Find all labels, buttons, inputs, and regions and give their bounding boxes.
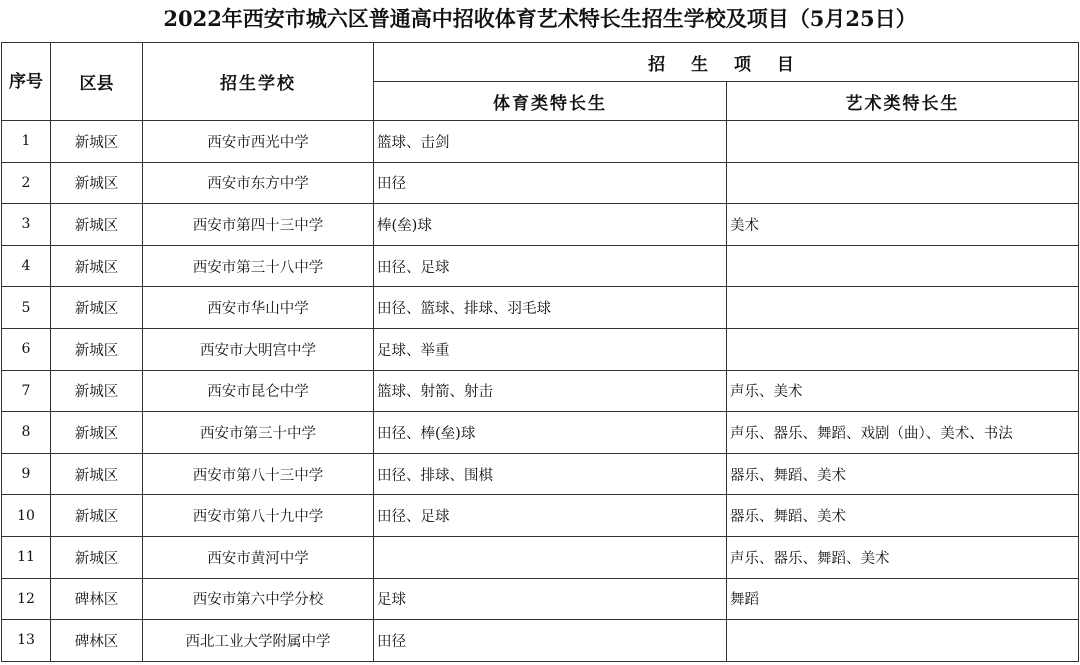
cell-school: 西安市第四十三中学 — [143, 204, 374, 246]
cell-school: 西安市第三十八中学 — [143, 245, 374, 287]
header-arts: 艺术类特长生 — [727, 82, 1079, 121]
cell-seq: 5 — [2, 287, 51, 329]
table-row — [2, 536, 1079, 578]
cell-seq: 8 — [2, 412, 51, 454]
cell-arts: 器乐、舞蹈、美术 — [727, 453, 1079, 495]
cell-school: 西安市东方中学 — [143, 162, 374, 204]
cell-seq: 9 — [2, 453, 51, 495]
cell-arts — [727, 162, 1079, 204]
cell-arts: 美术 — [727, 204, 1079, 246]
table-row — [2, 245, 1079, 287]
cell-school: 西安市西光中学 — [143, 121, 374, 163]
cell-district: 新城区 — [51, 412, 143, 454]
cell-arts — [727, 287, 1079, 329]
cell-district: 新城区 — [51, 495, 143, 537]
cell-seq: 13 — [2, 620, 51, 662]
cell-sports: 田径 — [374, 620, 727, 662]
cell-sports: 田径、篮球、排球、羽毛球 — [374, 287, 727, 329]
schools-table — [1, 42, 1079, 662]
cell-seq: 1 — [2, 121, 51, 163]
cell-seq: 4 — [2, 245, 51, 287]
cell-sports: 田径、足球 — [374, 495, 727, 537]
cell-district: 新城区 — [51, 536, 143, 578]
header-district: 区县 — [51, 43, 143, 121]
cell-arts: 声乐、美术 — [727, 370, 1079, 412]
cell-sports: 田径、足球 — [374, 245, 727, 287]
cell-school: 西安市第八十九中学 — [143, 495, 374, 537]
cell-district: 新城区 — [51, 204, 143, 246]
cell-district: 新城区 — [51, 328, 143, 370]
cell-sports: 篮球、射箭、射击 — [374, 370, 727, 412]
cell-sports: 田径 — [374, 162, 727, 204]
cell-district: 新城区 — [51, 121, 143, 163]
document-title: 2022年西安市城六区普通高中招收体育艺术特长生招生学校及项目（5月25日） — [163, 6, 917, 31]
cell-arts: 器乐、舞蹈、美术 — [727, 495, 1079, 537]
table-row — [2, 121, 1079, 163]
table-row — [2, 495, 1079, 537]
cell-arts: 声乐、器乐、舞蹈、美术 — [727, 536, 1079, 578]
cell-sports: 篮球、击剑 — [374, 121, 727, 163]
table-row — [2, 204, 1079, 246]
cell-district: 新城区 — [51, 453, 143, 495]
header-seq: 序号 — [2, 43, 51, 121]
cell-seq: 6 — [2, 328, 51, 370]
cell-district: 碑林区 — [51, 620, 143, 662]
cell-seq: 11 — [2, 536, 51, 578]
cell-sports: 足球 — [374, 578, 727, 620]
table-row — [2, 620, 1079, 662]
cell-school: 西北工业大学附属中学 — [143, 620, 374, 662]
cell-school: 西安市第六中学分校 — [143, 578, 374, 620]
table-body — [2, 121, 1079, 662]
cell-school: 西安市昆仑中学 — [143, 370, 374, 412]
cell-district: 新城区 — [51, 245, 143, 287]
cell-arts: 舞蹈 — [727, 578, 1079, 620]
cell-seq: 12 — [2, 578, 51, 620]
cell-sports: 田径、棒(垒)球 — [374, 412, 727, 454]
cell-school: 西安市第三十中学 — [143, 412, 374, 454]
table-row — [2, 287, 1079, 329]
cell-school: 西安市华山中学 — [143, 287, 374, 329]
table-row — [2, 328, 1079, 370]
cell-seq: 2 — [2, 162, 51, 204]
cell-sports: 田径、排球、围棋 — [374, 453, 727, 495]
header-school: 招生学校 — [143, 43, 374, 121]
cell-district: 新城区 — [51, 162, 143, 204]
table-row — [2, 370, 1079, 412]
cell-seq: 7 — [2, 370, 51, 412]
cell-arts — [727, 245, 1079, 287]
cell-district: 碑林区 — [51, 578, 143, 620]
cell-sports: 棒(垒)球 — [374, 204, 727, 246]
table-row — [2, 453, 1079, 495]
cell-arts — [727, 620, 1079, 662]
cell-district: 新城区 — [51, 287, 143, 329]
cell-seq: 10 — [2, 495, 51, 537]
header-projects: 招 生 项 目 — [374, 43, 1079, 82]
cell-arts — [727, 328, 1079, 370]
cell-sports — [374, 536, 727, 578]
cell-seq: 3 — [2, 204, 51, 246]
cell-school: 西安市黄河中学 — [143, 536, 374, 578]
table-row — [2, 578, 1079, 620]
cell-school: 西安市第八十三中学 — [143, 453, 374, 495]
cell-sports: 足球、举重 — [374, 328, 727, 370]
header-sports: 体育类特长生 — [374, 82, 727, 121]
table-row — [2, 412, 1079, 454]
cell-arts: 声乐、器乐、舞蹈、戏剧（曲）、美术、书法 — [727, 412, 1079, 454]
cell-arts — [727, 121, 1079, 163]
cell-school: 西安市大明宫中学 — [143, 328, 374, 370]
cell-district: 新城区 — [51, 370, 143, 412]
table-row — [2, 162, 1079, 204]
